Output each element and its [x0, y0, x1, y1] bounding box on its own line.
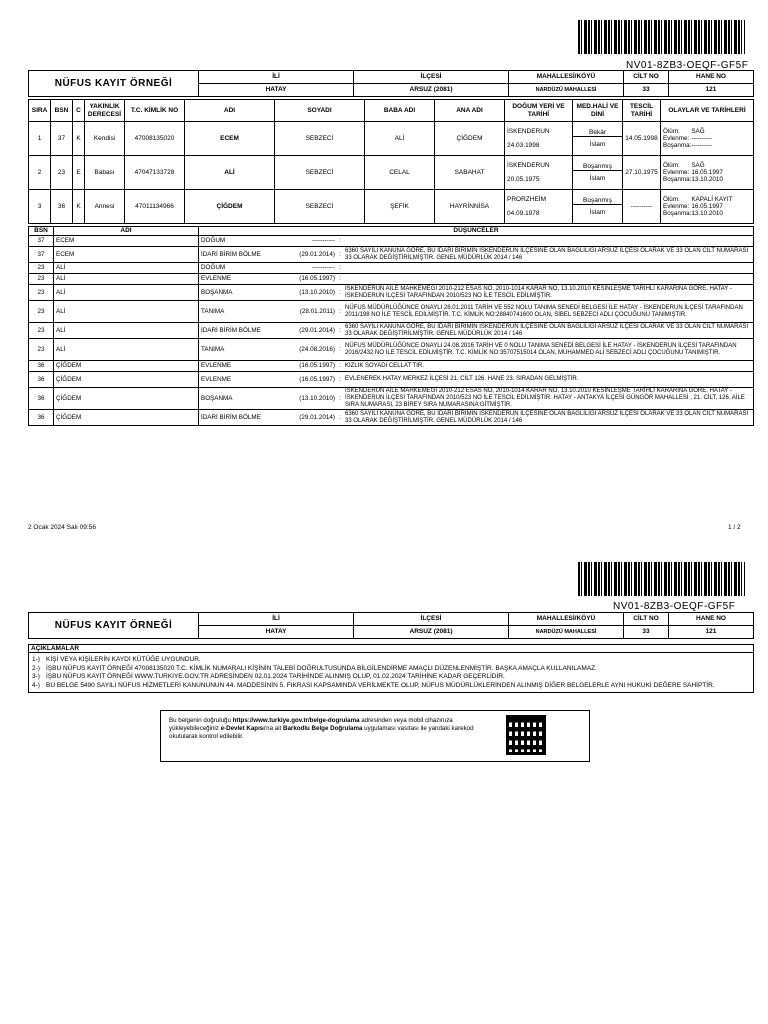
- event-detail-wrap: [199, 237, 753, 244]
- event-bsn: 36: [29, 410, 54, 426]
- person-bsn: 23: [51, 156, 73, 190]
- person-soyadi: SEBZECİ: [275, 122, 365, 156]
- olay-label: Evlenme:: [663, 168, 690, 176]
- olay-value: KAPALİ KAYIT: [691, 195, 733, 203]
- olay-label: Evlenme:: [663, 202, 690, 210]
- person-yakinlik: Babası: [85, 156, 125, 190]
- note-number: 2-): [32, 664, 40, 672]
- event-tarih: (24.08.2016): [299, 345, 335, 353]
- event-adi: ÇİĞDEM: [54, 410, 199, 426]
- olay-item: [663, 203, 751, 210]
- event-olay: BOŞANMA: [201, 394, 233, 402]
- notes-title: AÇIKLAMALAR: [29, 645, 754, 653]
- verify-text-3: 'na ait: [264, 725, 284, 733]
- persons-table: [28, 99, 754, 224]
- event-bsn: 23: [29, 285, 54, 301]
- event-detail: [199, 247, 754, 263]
- person-col-header: BABA ADI: [365, 100, 435, 122]
- event-aciklama: İSKENDERUN AİLE MAHKEMEGİ 2010-212 ESAS NO, 2010-1014 KARAR NO, 13.10.2010 KESİNLEŞME TARİHLİ KARARINA GÖRE, HATAY - İSKENDERUN İLÇESİ TARAFINDAN 2010/523 NO İLE TESCİL EDİLMİŞTİR. HATAY - ANTAKYA İLÇESİ GÜNGÖR MAHALLESİ , 21. CİLT, 126. AİLE SIRA NUMARASI, 23 BİREY SIRA NUMARASINA GİTMİŞTİR.: [345, 388, 745, 408]
- verification-text: [169, 717, 489, 741]
- event-detail-wrap: [199, 286, 753, 300]
- event-colon: :: [339, 413, 341, 421]
- note-text: KİŞİ VEYA KİŞİLERİN KAYDI KÜTÜĞE UYGUNDUR.: [46, 656, 201, 664]
- person-ana: ÇİĞDEM: [435, 122, 505, 156]
- person-col-header: MED.HALİ VE DİNİ: [573, 100, 623, 122]
- header-table: [28, 70, 754, 97]
- note-text: İŞBU NÜFUS KAYIT ÖRNEĞİ WWW.TURKIYE.GOV.TR ADRESİNDEN 02.01.2024 TARİHİNDE ALINMIŞ OLUP, 01.02.2024 TARİHİNE KADAR GEÇERLİDİR.: [46, 673, 505, 681]
- event-adi: ALİ: [54, 285, 199, 301]
- event-adi: ECEM: [54, 236, 199, 247]
- event-adi: ÇİĞDEM: [54, 388, 199, 410]
- cilt-label: CİLT NO: [624, 613, 669, 626]
- event-detail: [199, 274, 754, 285]
- note-number: 1-): [32, 656, 40, 664]
- hane-value: 121: [669, 626, 754, 639]
- event-aciklama: 6360 SAYILI KANUNA GÖRE, BU İDARİ BİRİMİN İSKENDERUN İLÇESİNE OLAN BAĞLILIĞI ARSUZ İLÇESİ OLARAK VE 33 OLAN CİLT NUMARASI 33 OLARAK DEĞİŞTİRİLMİŞTİR. GENEL MÜDÜRLÜK 2014 / 146: [345, 410, 749, 424]
- olay-label: Boşanma:: [663, 142, 692, 150]
- events-table: [28, 226, 754, 426]
- person-c: K: [73, 190, 85, 224]
- event-colon: :: [339, 307, 341, 315]
- event-adi: ALİ: [54, 339, 199, 361]
- page-title-page2: NÜFUS KAYIT ÖRNEĞİ: [29, 613, 199, 639]
- event-row: [29, 372, 754, 388]
- person-col-header: BSN: [51, 100, 73, 122]
- event-row: [29, 285, 754, 301]
- verify-feature: Barkodlu Belge Doğrulama: [283, 725, 363, 733]
- qr-code-icon[interactable]: [506, 715, 546, 755]
- olaylar-list: [663, 196, 751, 218]
- olay-value: 13.10.2010: [691, 210, 723, 218]
- event-detail-wrap: [199, 343, 753, 357]
- event-detail-wrap: [199, 376, 753, 383]
- olay-label: Boşanma:: [663, 210, 692, 218]
- olay-value: ----------: [691, 142, 713, 150]
- event-colon: :: [339, 264, 341, 272]
- olay-item: [663, 169, 751, 176]
- person-dogum-tarihi: 04.09.1978: [507, 209, 540, 217]
- event-adi: ALİ: [54, 323, 199, 339]
- person-bsn: 36: [51, 190, 73, 224]
- person-dogum-tarihi: 24.03.1998: [507, 141, 540, 149]
- person-dogum-yeri: İSKENDERUN: [507, 162, 550, 170]
- person-yakinlik: Annesi: [85, 190, 125, 224]
- event-tarih: (16.05.1997): [299, 362, 335, 370]
- event-tarih: (28.01.2011): [299, 307, 335, 315]
- event-detail-wrap: [199, 264, 753, 271]
- person-medeni: Boşanmış: [573, 163, 622, 171]
- event-olay: DOĞUM: [201, 264, 226, 272]
- person-medeni-din: [573, 122, 623, 156]
- person-olaylar: [661, 190, 754, 224]
- event-row: [29, 388, 754, 410]
- person-dogum-tarihi: 20.05.1975: [507, 175, 540, 183]
- person-col-header: DOĞUM YERİ VE TARİHİ: [505, 100, 573, 122]
- verify-app: e-Devlet Kapısı: [220, 725, 265, 733]
- event-row: [29, 410, 754, 426]
- person-adi: ECEM: [185, 122, 275, 156]
- event-detail-wrap: [199, 275, 753, 282]
- event-tarih: (16.05.1997): [299, 275, 335, 283]
- event-colon: :: [339, 326, 341, 334]
- notes-list: [29, 653, 754, 693]
- person-olaylar: [661, 156, 754, 190]
- person-row: [29, 190, 754, 224]
- event-row: [29, 247, 754, 263]
- il-label: İLİ: [199, 613, 354, 626]
- person-dogum: [505, 156, 573, 190]
- person-tescil: 14.05.1998: [623, 122, 661, 156]
- olay-label: Ölüm:: [663, 161, 680, 169]
- event-bsn: 23: [29, 339, 54, 361]
- hane-value: 121: [669, 84, 754, 97]
- olay-label: Ölüm:: [663, 127, 680, 135]
- events-adi-header: ADI: [54, 227, 199, 236]
- person-din: İslam: [589, 209, 606, 216]
- event-adi: ECEM: [54, 247, 199, 263]
- olay-value: ----------: [691, 134, 713, 142]
- person-medeni-din: [573, 190, 623, 224]
- person-row: [29, 156, 754, 190]
- event-row: [29, 301, 754, 323]
- note-number: 4-): [32, 681, 40, 689]
- person-adi: ALİ: [185, 156, 275, 190]
- note-number: 3-): [32, 673, 40, 681]
- cilt-value: 33: [624, 84, 669, 97]
- olay-label: Evlenme:: [663, 134, 690, 142]
- person-col-header: TESCİL TARİHİ: [623, 100, 661, 122]
- person-sira: 2: [29, 156, 51, 190]
- event-bsn: 37: [29, 236, 54, 247]
- cilt-label: CİLT NO: [624, 71, 669, 84]
- person-dogum-yeri: İSKENDERUN: [507, 128, 550, 136]
- event-detail: [199, 339, 754, 361]
- events-dusunceler-header: DÜŞÜNCELER: [199, 227, 754, 236]
- event-olay: DOĞUM: [201, 237, 226, 245]
- verify-url[interactable]: https://www.turkiye.gov.tr/belge-dogrulama: [232, 717, 360, 724]
- person-tc: 47011134966: [125, 190, 185, 224]
- person-adi: ÇİĞDEM: [185, 190, 275, 224]
- event-olay: EVLENME: [201, 375, 232, 383]
- person-col-header: OLAYLAR VE TARİHLERİ: [661, 100, 754, 122]
- event-olay: EVLENME: [201, 362, 232, 370]
- event-tarih: -----------: [311, 237, 335, 245]
- person-ana: SABAHAT: [435, 156, 505, 190]
- ilce-label: İLÇESİ: [354, 613, 509, 626]
- person-medeni: Boşanmış: [573, 197, 622, 205]
- event-olay: İDARİ BİRİM BÖLME: [201, 413, 261, 421]
- olaylar-list: [663, 128, 751, 150]
- person-col-header: C: [73, 100, 85, 122]
- event-detail-wrap: [199, 411, 753, 425]
- ilce-value: ARSUZ (2081): [354, 84, 509, 97]
- person-medeni-din: [573, 156, 623, 190]
- event-aciklama: 6360 SAYILI KANUNA GÖRE, BU İDARİ BİRİMİN İSKENDERUN İLÇESİNE OLAN BAĞLILIĞI ARSUZ İLÇESİ OLARAK VE 33 OLAN CİLT NUMARASI 33 OLARAK DEĞİŞTİRİLMİŞTİR. GENEL MÜDÜRLÜK 2014 / 146: [345, 323, 749, 337]
- event-olay: TANIMA: [201, 345, 225, 353]
- mahalle-value: NARDÜZÜ MAHALLESİ: [509, 84, 624, 97]
- hane-label: HANE NO: [669, 71, 754, 84]
- person-c: K: [73, 122, 85, 156]
- event-olay: BOŞANMA: [201, 288, 233, 296]
- event-bsn: 36: [29, 361, 54, 372]
- olay-item: [663, 196, 751, 203]
- event-row: [29, 361, 754, 372]
- event-detail: [199, 410, 754, 426]
- person-ana: HAYRİNNİSA: [435, 190, 505, 224]
- event-row: [29, 263, 754, 274]
- event-aciklama: 6360 SAYILI KANUNA GÖRE, BU İDARİ BİRİMİN İSKENDERUN İLÇESİNE OLAN BAĞLILIĞI ARSUZ İLÇESİ OLARAK VE 33 OLAN CİLT NUMARASI 33 OLARAK DEĞİŞTİRİLMİŞTİR. GENEL MÜDÜRLÜK 2014 / 146: [345, 247, 749, 261]
- person-col-header: YAKINLIK DERECESİ: [85, 100, 125, 122]
- event-colon: :: [339, 345, 341, 353]
- olay-value: 16.05.1997: [691, 168, 723, 176]
- mahalle-label: MAHALLESİ/KÖYÜ: [509, 71, 624, 84]
- olay-item: [663, 142, 751, 149]
- event-detail: [199, 236, 754, 247]
- event-row: [29, 236, 754, 247]
- event-detail: [199, 263, 754, 274]
- event-detail: [199, 388, 754, 410]
- event-aciklama: İSKENDERUN AİLE MAHKEMEGİ 2010-212 ESAS NO, 2010-1014 KARAR NO, 13.10.2010 KESİNLEŞME TARİHLİ KARARINA GÖRE, HATAY - İSKENDERUN İLÇESİ TARAFINDAN 2010/523 NO İLE TESCİL EDİLMİŞTİR.: [345, 285, 732, 299]
- page-number: 1 / 2: [728, 524, 741, 531]
- person-baba: ALİ: [365, 122, 435, 156]
- il-label: İLİ: [199, 71, 354, 84]
- event-adi: ÇİĞDEM: [54, 372, 199, 388]
- event-row: [29, 339, 754, 361]
- verification-box: [160, 710, 590, 762]
- verify-text-4: uygulaması vasıtası ile yandaki karekod okutularak kontrol edilebilir.: [169, 725, 474, 741]
- event-detail: [199, 285, 754, 301]
- olay-item: [663, 162, 751, 169]
- note-text: BU BELGE 5490 SAYILI NÜFUS HİZMETLERİ KANUNUNUN 44. MADDESİNİN 5. FIKRASI KAPSAMINDA VERİLMEKTE OLUP, NÜFUS MÜDÜRLÜKLERİNDEN ALINMIŞ DİĞER BELGELERLE AYNI HUKUKİ DEĞERE SAHİPTİR.: [46, 681, 715, 689]
- document-code-page2: NV01-8ZB3-OEQF-GF5F: [613, 601, 736, 612]
- olay-label: Ölüm:: [663, 195, 680, 203]
- header-table-page2: [28, 612, 754, 639]
- event-detail-wrap: [199, 305, 753, 319]
- event-aciklama: NÜFUS MÜDÜRLÜĞÜNCE ONAYLI 28.01.2011 TARİH VE 552 NOLU TANIMA SENEDİ BELGESİ İLE HATAY - İSKENDERUN İLÇESİ TARAFINDAN 2011/198 NO İLE TESCİL EDİLMİŞTİR. T.C. KİMLİK NO:28840741600 OLAN, SİBEL SEBZECİ ADLI ÇOCUĞUNU TANIMIŞTIR.: [345, 304, 743, 318]
- olay-item: [663, 135, 751, 142]
- person-soyadi: SEBZECİ: [275, 190, 365, 224]
- ilce-value: ARSUZ (2081): [354, 626, 509, 639]
- event-colon: :: [339, 394, 341, 402]
- person-bsn: 37: [51, 122, 73, 156]
- person-din: İslam: [589, 175, 606, 182]
- event-tarih: -----------: [311, 264, 335, 272]
- event-colon: :: [339, 237, 341, 245]
- person-tescil: 27.10.1975: [623, 156, 661, 190]
- olay-item: [663, 128, 751, 135]
- event-bsn: 36: [29, 388, 54, 410]
- mahalle-label: MAHALLESİ/KÖYÜ: [509, 613, 624, 626]
- person-row: [29, 122, 754, 156]
- event-colon: :: [339, 362, 341, 370]
- person-col-header: T.C. KİMLİK NO: [125, 100, 185, 122]
- person-tc: 47008135020: [125, 122, 185, 156]
- event-aciklama: NÜFUS MÜDÜRLÜĞÜNCE ONAYLI 24.08.2016 TARİH VE 0 NOLU TANIMA SENEDİ BELGESİ İLE HATAY - İSKENDERUN İLÇESİ TARAFINDAN 2016/2432 NO İLE TESCİL EDİLMİŞTİR. T.C. KİMLİK NO:35707515014 OLAN, MUHAMMED ALİ SEBZECİ ADLI ÇOCUĞUNU TANIMIŞTIR.: [345, 342, 737, 356]
- event-olay: İDARİ BİRİM BÖLME: [201, 250, 261, 258]
- barcode-top-page2: [578, 562, 745, 596]
- event-bsn: 37: [29, 247, 54, 263]
- person-dogum: [505, 122, 573, 156]
- event-bsn: 23: [29, 263, 54, 274]
- event-tarih: (13.10.2010): [299, 394, 335, 402]
- event-adi: ALİ: [54, 263, 199, 274]
- person-medeni: Bekâr: [573, 129, 622, 137]
- person-c: E: [73, 156, 85, 190]
- page-title: NÜFUS KAYIT ÖRNEĞİ: [29, 71, 199, 97]
- olay-label: Boşanma:: [663, 176, 692, 184]
- verify-text-1: Bu belgenin doğruluğu: [169, 717, 233, 724]
- note-item: [32, 656, 750, 663]
- ilce-label: İLÇESİ: [354, 71, 509, 84]
- event-adi: ALİ: [54, 274, 199, 285]
- document-code: NV01-8ZB3-OEQF-GF5F: [626, 60, 749, 71]
- event-detail: [199, 301, 754, 323]
- note-item: [32, 665, 750, 672]
- olay-item: [663, 210, 751, 217]
- person-col-header: SIRA: [29, 100, 51, 122]
- il-value: HATAY: [199, 84, 354, 97]
- person-yakinlik: Kendisi: [85, 122, 125, 156]
- event-bsn: 36: [29, 372, 54, 388]
- olay-item: [663, 176, 751, 183]
- il-value: HATAY: [199, 626, 354, 639]
- person-sira: 1: [29, 122, 51, 156]
- event-tarih: (29.01.2014): [299, 326, 335, 334]
- olay-value: 16.05.1997: [691, 202, 723, 210]
- event-aciklama: KIZLIK SOYADI CELLAT TIR.: [345, 362, 424, 369]
- olay-value: 13.10.2010: [691, 176, 723, 184]
- event-colon: :: [339, 288, 341, 296]
- event-row: [29, 323, 754, 339]
- note-text: İŞBU NÜFUS KAYIT ÖRNEĞİ 47008135020 T.C. KİMLİK NUMARALI KİŞİNİN TALEBİ DOĞRULTUSUNDA BİLGİLENDİRME AMAÇLI DÜZENLENMİŞTİR. BAŞKA AMAÇLA KULLANILAMAZ.: [46, 664, 597, 672]
- event-tarih: (13.10.2010): [299, 288, 335, 296]
- olay-value: SAĞ: [691, 161, 705, 169]
- person-olaylar: [661, 122, 754, 156]
- event-bsn: 23: [29, 323, 54, 339]
- person-sira: 3: [29, 190, 51, 224]
- event-colon: :: [339, 375, 341, 383]
- verify-text-2: adresinden veya mobil cihazınıza yükleyebileceğiniz: [169, 717, 453, 733]
- person-dogum: [505, 190, 573, 224]
- person-din: İslam: [589, 141, 606, 148]
- event-detail: [199, 323, 754, 339]
- event-olay: TANIMA: [201, 307, 225, 315]
- event-bsn: 23: [29, 301, 54, 323]
- person-col-header: SOYADI: [275, 100, 365, 122]
- olaylar-list: [663, 162, 751, 184]
- event-bsn: 23: [29, 274, 54, 285]
- event-adi: ÇİĞDEM: [54, 361, 199, 372]
- event-adi: ALİ: [54, 301, 199, 323]
- event-olay: EVLENME: [201, 275, 232, 283]
- cilt-value: 33: [624, 626, 669, 639]
- notes-table: [28, 644, 754, 693]
- event-detail-wrap: [199, 362, 753, 369]
- event-detail: [199, 372, 754, 388]
- hane-label: HANE NO: [669, 613, 754, 626]
- event-detail-wrap: [199, 248, 753, 262]
- olay-value: SAĞ: [691, 127, 705, 135]
- event-colon: :: [339, 250, 341, 258]
- barcode-top: [578, 20, 745, 54]
- event-row: [29, 274, 754, 285]
- event-tarih: (29.01.2014): [299, 250, 335, 258]
- event-detail-wrap: [199, 324, 753, 338]
- events-bsn-header: BSN: [29, 227, 54, 236]
- person-tescil: ----------: [623, 190, 661, 224]
- event-colon: :: [339, 275, 341, 283]
- person-col-header: ANA ADI: [435, 100, 505, 122]
- print-date: 2 Ocak 2024 Salı 09:56: [28, 524, 96, 531]
- event-olay: İDARİ BİRİM BÖLME: [201, 326, 261, 334]
- event-tarih: (16.05.1997): [299, 375, 335, 383]
- event-detail-wrap: [199, 388, 753, 409]
- person-soyadi: SEBZECİ: [275, 156, 365, 190]
- note-item: [32, 682, 750, 689]
- person-baba: ŞEFİK: [365, 190, 435, 224]
- person-dogum-yeri: PRORZHEİM: [507, 196, 546, 204]
- event-detail: [199, 361, 754, 372]
- event-aciklama: EVLENEREK HATAY MERKEZ İLÇESİ 21. CİLT 126. HANE 23. SIRADAN GELMİŞTİR.: [345, 376, 579, 383]
- mahalle-value: NARDÜZÜ MAHALLESİ: [509, 626, 624, 639]
- person-tc: 47047133728: [125, 156, 185, 190]
- person-col-header: ADI: [185, 100, 275, 122]
- person-baba: CELAL: [365, 156, 435, 190]
- event-tarih: (29.01.2014): [299, 413, 335, 421]
- note-item: [32, 673, 750, 680]
